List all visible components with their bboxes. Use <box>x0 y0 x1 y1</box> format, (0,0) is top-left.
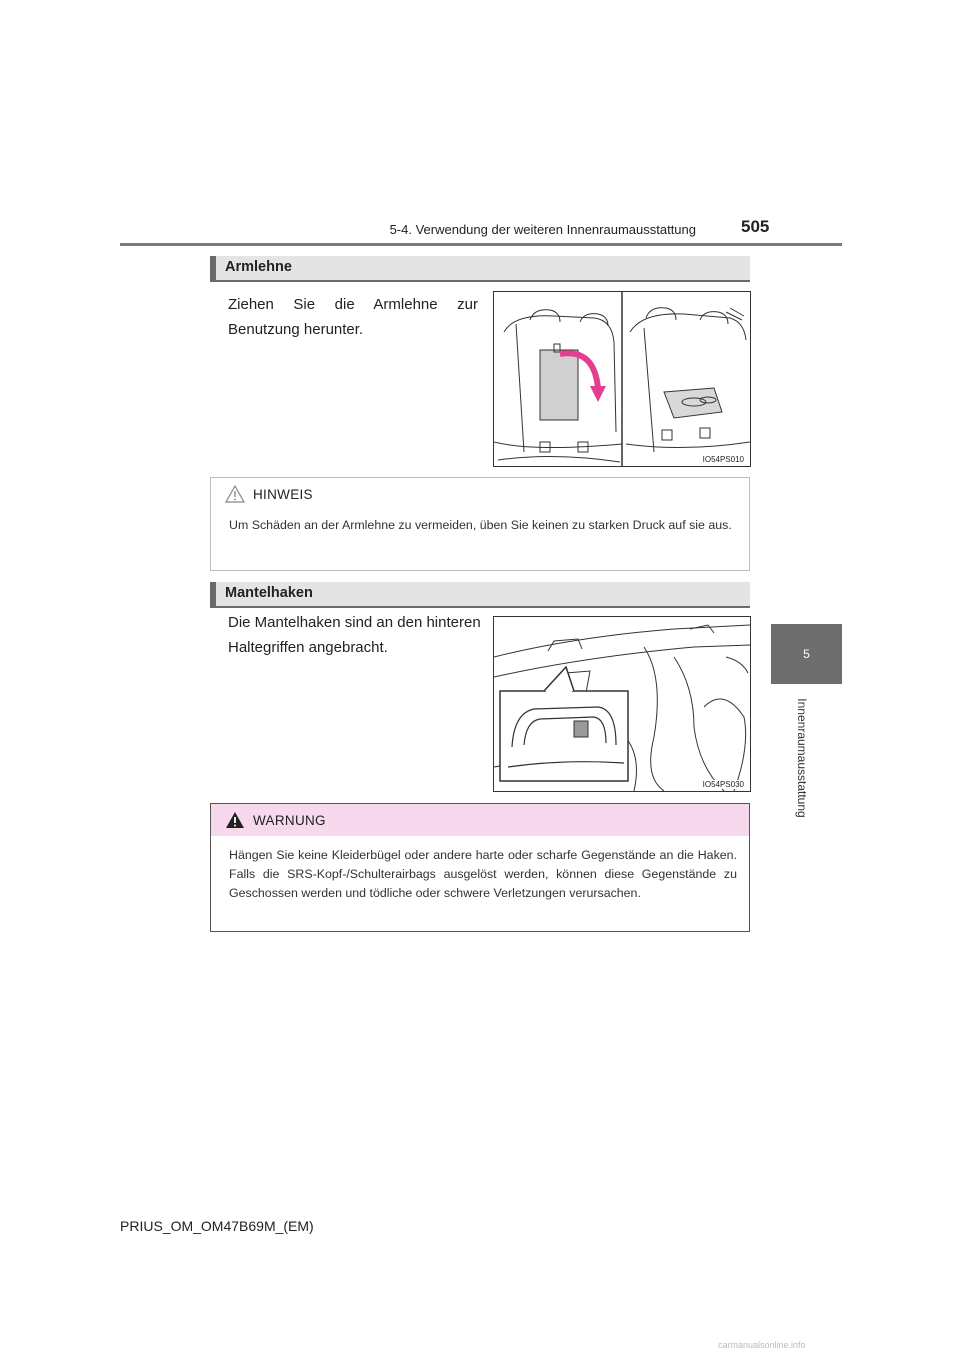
caution-triangle-icon <box>225 485 245 503</box>
notice-box <box>210 477 750 571</box>
notice-header <box>211 478 749 510</box>
section-title: Armlehne <box>225 259 292 275</box>
chapter-title <box>791 690 813 825</box>
watermark: carmanualsonline.info <box>718 1340 806 1350</box>
coat-hook-illustration <box>494 617 750 791</box>
warning-triangle-icon <box>225 811 245 829</box>
section-marker <box>210 582 216 606</box>
warning-text: Hängen Sie keine Kleiderbügel oder andere harte oder scharfe Gegenstände an die Haken. Falls die SRS-Kopf-/Schulterairbags ausgelöst werden, können diese Gegenstände zu Geschossen werden und tödliche oder schwere Verletzungen verursachen. <box>229 848 737 900</box>
warning-header <box>211 804 749 836</box>
page-number: 505 <box>741 217 770 236</box>
section-heading-armrest <box>210 256 750 282</box>
header-rule <box>120 243 842 246</box>
figure-code: IO54PS030 <box>702 780 744 789</box>
section-marker <box>210 256 216 280</box>
figure-code: IO54PS010 <box>702 455 744 464</box>
warning-label: WARNUNG <box>253 813 326 828</box>
coat-hook-figure <box>493 616 751 792</box>
armrest-illustration <box>494 292 750 466</box>
chapter-title-text: Innenraumausstattung <box>795 697 809 818</box>
warning-box <box>210 803 750 932</box>
armrest-figure <box>493 291 751 467</box>
header-section-title: 5-4. Verwendung der weiteren Innenraumausstattung <box>389 222 696 237</box>
coat-hooks-instruction: Die Mantelhaken sind an den hinteren Haltegriffen angebracht. <box>228 614 481 656</box>
notice-text: Um Schäden an der Armlehne zu vermeiden, üben Sie keinen zu starken Druck auf sie aus. <box>229 518 732 532</box>
armrest-instruction: Ziehen Sie die Armlehne zur Benutzung herunter. <box>228 296 478 338</box>
notice-label: HINWEIS <box>253 487 313 502</box>
section-title: Mantelhaken <box>225 585 313 601</box>
chapter-tab[interactable]: 5 <box>771 624 842 684</box>
footer-doc-id: PRIUS_OM_OM47B69M_(EM) <box>120 1218 314 1234</box>
section-heading-coat-hooks <box>210 582 750 608</box>
